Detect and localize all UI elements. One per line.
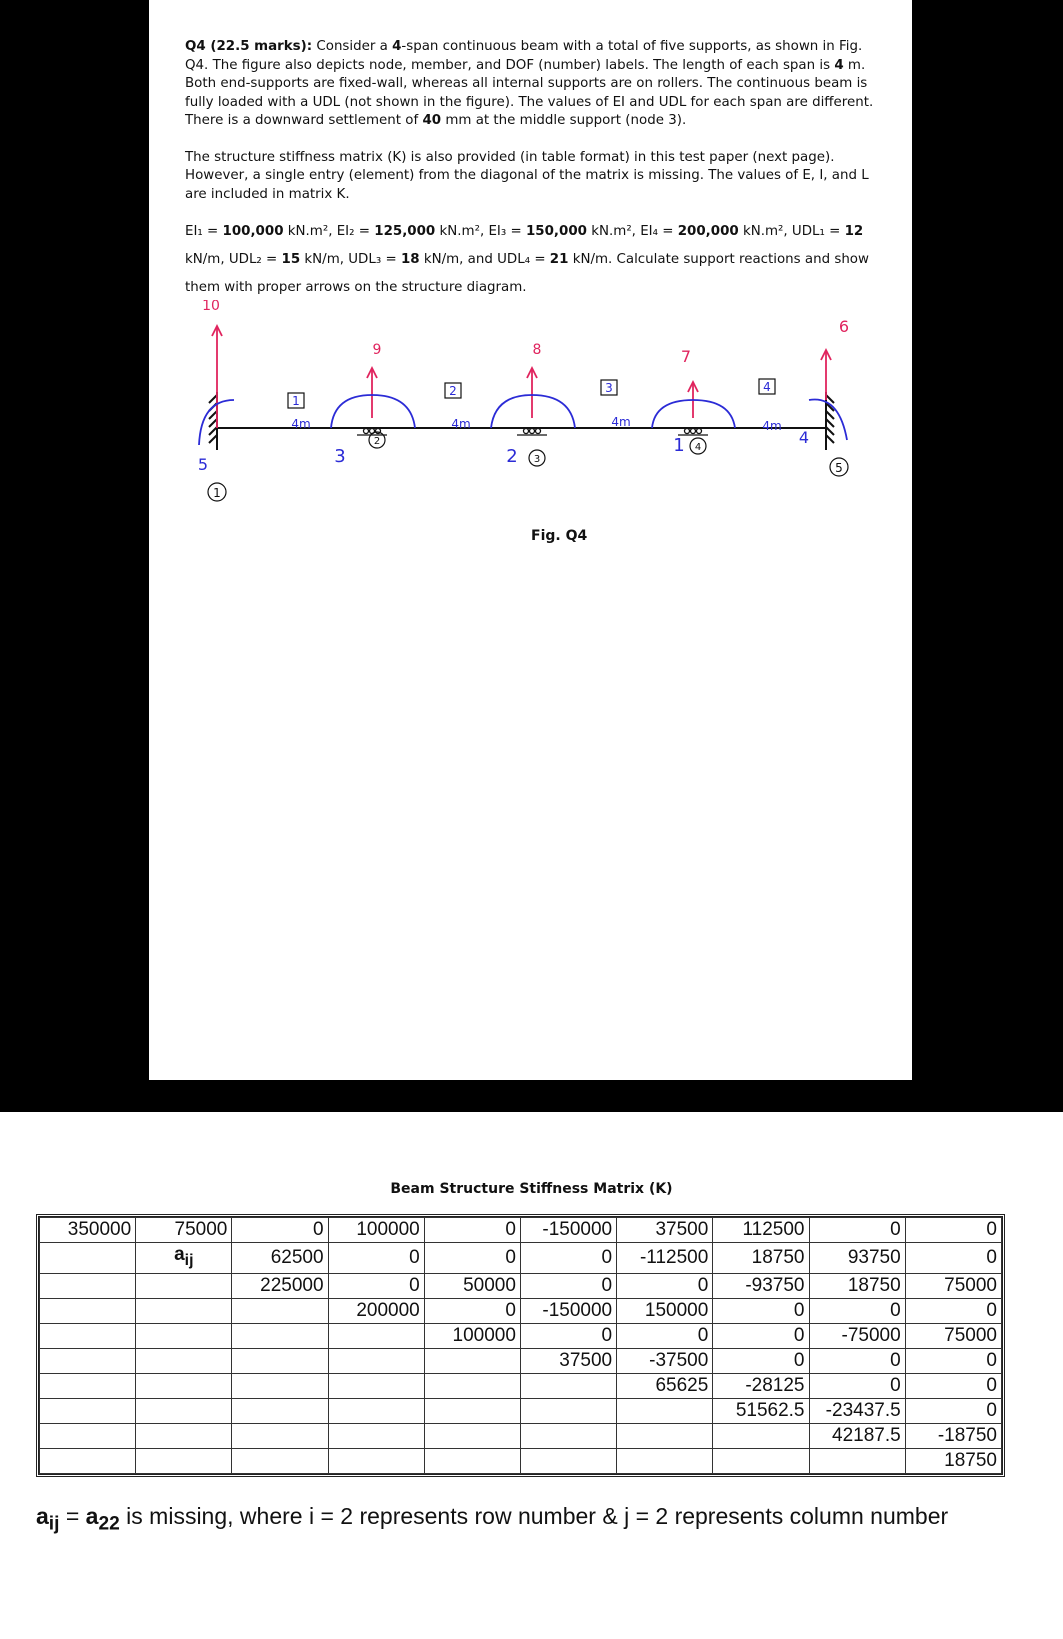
matrix-cell [424,1348,520,1373]
question-text [185,38,885,320]
question-heading: Q4 (22.5 marks): [185,39,313,54]
text-run-bold: 12 [844,224,864,239]
matrix-cell [520,1398,616,1423]
matrix-cell: 37500 [520,1348,616,1373]
matrix-cell [40,1448,136,1473]
missing-entry-note [36,1503,948,1536]
matrix-cell [328,1373,424,1398]
matrix-cell [232,1373,328,1398]
missing-entry-aij: $a_{ij}$ [174,1244,194,1269]
matrix-cell: 0 [713,1348,809,1373]
matrix-cell [520,1423,616,1448]
matrix-row [40,1373,1002,1398]
matrix-row [40,1348,1002,1373]
dof-label-8: 8 [532,342,542,358]
matrix-cell: 18750 [905,1448,1001,1473]
text-run: kN.m², EI₃ = [435,224,526,239]
text-run-bold: 150,000 [525,224,587,239]
text-run: kN.m², EI₄ = [586,224,678,239]
matrix-row [40,1423,1002,1448]
text-run: kN/m, UDL₂ = [185,252,282,267]
matrix-cell: 200000 [328,1298,424,1323]
node-label-3: 3 [533,454,541,465]
node-label-5: 5 [835,461,843,475]
matrix-cell [713,1448,809,1473]
matrix-cell [232,1348,328,1373]
matrix-row [40,1273,1002,1298]
note-aij-subscript: ij [48,1513,60,1535]
matrix-cell [232,1323,328,1348]
stiffness-matrix-table [39,1217,1002,1474]
note-text: is missing, where i = 2 represents row number & j = 2 represents column number [119,1503,949,1529]
dof-label-6: 6 [838,317,850,336]
matrix-cell: 0 [809,1373,905,1398]
matrix-cell: 100000 [328,1218,424,1243]
text-run-bold: 15 [281,252,301,267]
note-aij: a [36,1503,49,1529]
text-run-bold: 125,000 [374,224,436,239]
matrix-cell: -37500 [617,1348,713,1373]
member-label-1: 1 [292,394,300,408]
stiffness-matrix-body [40,1218,1002,1474]
text-run: kN/m, UDL₃ = [300,252,401,267]
matrix-cell: 0 [328,1273,424,1298]
matrix-cell [328,1348,424,1373]
matrix-cell [136,1373,232,1398]
matrix-cell [520,1373,616,1398]
matrix-cell: 0 [617,1273,713,1298]
span-label-1: 4m [291,417,311,431]
matrix-cell [713,1423,809,1448]
matrix-cell: 0 [905,1243,1001,1274]
matrix-cell [617,1398,713,1423]
matrix-cell: 350000 [40,1218,136,1243]
matrix-cell: 0 [424,1243,520,1274]
member-label-2: 2 [449,384,457,398]
matrix-cell [136,1273,232,1298]
matrix-row [40,1218,1002,1243]
matrix-cell: 75000 [905,1323,1001,1348]
matrix-cell [328,1448,424,1473]
dof-label-5: 5 [197,455,209,474]
matrix-cell [136,1348,232,1373]
text-run: kN/m, and UDL₄ = [419,252,550,267]
dof-label-1: 1 [673,435,685,456]
matrix-cell [136,1398,232,1423]
matrix-cell: -112500 [617,1243,713,1274]
matrix-cell [328,1323,424,1348]
matrix-cell: 65625 [617,1373,713,1398]
matrix-cell: 50000 [424,1273,520,1298]
member-label-3: 3 [605,381,613,395]
text-run: Consider a [312,39,393,54]
text-run-bold: 4 [392,39,402,54]
matrix-cell [328,1423,424,1448]
beam-figure [179,300,879,550]
question-paragraph-1 [185,38,885,131]
note-equals: = [59,1503,86,1529]
dof-label-7: 7 [680,347,692,366]
matrix-cell [520,1448,616,1473]
note-a22: a [85,1503,99,1529]
matrix-cell [40,1273,136,1298]
matrix-cell [40,1323,136,1348]
matrix-cell: -18750 [905,1423,1001,1448]
matrix-cell [136,1298,232,1323]
matrix-cell [424,1373,520,1398]
matrix-row [40,1323,1002,1348]
text-run: m. Both end-supports are fixed-wall, whereas all internal supports are on rollers. The continuous beam is fully loaded with a UDL (not shown in the figure). The values of EI and UDL for each span are different. There is a downward settlement of [185,57,874,128]
matrix-cell [232,1298,328,1323]
dof-label-10: 10 [202,300,220,314]
matrix-title: Beam Structure Stiffness Matrix (K) [390,1181,673,1197]
matrix-cell [136,1323,232,1348]
span-label-3: 4m [611,415,631,429]
member-label-4: 4 [763,380,771,394]
matrix-cell: 75000 [905,1273,1001,1298]
text-run: mm at the middle support (node 3). [441,113,687,128]
matrix-cell: 0 [809,1218,905,1243]
matrix-cell [232,1448,328,1473]
node-label-4: 4 [694,442,702,453]
matrix-cell: 0 [424,1298,520,1323]
matrix-cell [424,1423,520,1448]
matrix-cell: 0 [424,1218,520,1243]
matrix-row [40,1448,1002,1473]
dof-label-2: 2 [506,446,518,467]
matrix-cell [809,1448,905,1473]
matrix-cell [328,1398,424,1423]
dof-label-3: 3 [334,446,346,467]
matrix-cell [40,1298,136,1323]
matrix-cell [40,1398,136,1423]
matrix-cell: 18750 [809,1273,905,1298]
matrix-cell: -23437.5 [809,1398,905,1423]
matrix-cell: 0 [617,1323,713,1348]
matrix-cell: 0 [232,1218,328,1243]
dof-label-4: 4 [798,428,810,447]
text-run: EI₁ = [185,224,223,239]
text-run-bold: 18 [400,252,420,267]
matrix-cell [40,1423,136,1448]
matrix-cell: 42187.5 [809,1423,905,1448]
matrix-row [40,1298,1002,1323]
matrix-row [40,1398,1002,1423]
text-run-bold: 40 [422,113,442,128]
figure-caption: Fig. Q4 [531,528,588,544]
span-label-2: 4m [451,417,471,431]
question-paragraph-3 [185,218,885,302]
matrix-cell: 0 [520,1323,616,1348]
text-run-bold: 200,000 [677,224,739,239]
matrix-cell: 37500 [617,1218,713,1243]
matrix-cell: 150000 [617,1298,713,1323]
matrix-cell: 0 [520,1243,616,1274]
dof-label-9: 9 [372,342,382,358]
text-run: -span continuous beam with a total of five supports, as shown in Fig. Q4. The figure also depicts node, member, and DOF (number) labels. The length of each span is [185,39,863,73]
matrix-cell [136,1448,232,1473]
matrix-cell: -28125 [713,1373,809,1398]
matrix-cell: -75000 [809,1323,905,1348]
span-label-4: 4m [762,419,782,433]
node-label-2: 2 [373,436,381,447]
matrix-cell: 93750 [809,1243,905,1274]
matrix-cell: 100000 [424,1323,520,1348]
question-paragraph-2: The structure stiffness matrix (K) is also provided (in table format) in this test paper (next page). However, a single entry (element) from the diagonal of the matrix is missing. The values of E, I, and L are included in matrix K. [185,149,869,202]
exam-page [149,0,912,1080]
matrix-cell [40,1243,136,1274]
text-run-bold: 4 [834,57,844,73]
matrix-cell [40,1348,136,1373]
node-label-1: 1 [213,486,221,500]
matrix-cell [40,1373,136,1398]
matrix-cell: 18750 [713,1243,809,1274]
note-a22-subscript: 22 [98,1513,120,1535]
matrix-cell: 75000 [136,1218,232,1243]
matrix-cell [617,1448,713,1473]
matrix-cell: 0 [905,1398,1001,1423]
text-run: kN/m. Calculate support reactions and show them with proper arrows on the structure diagram. [185,252,869,295]
matrix-cell: -93750 [713,1273,809,1298]
matrix-cell: 0 [809,1348,905,1373]
matrix-cell: 0 [905,1348,1001,1373]
matrix-row [40,1243,1002,1274]
matrix-cell [232,1423,328,1448]
matrix-cell: 0 [905,1298,1001,1323]
matrix-cell: 225000 [232,1273,328,1298]
text-run-bold: 21 [549,252,569,267]
text-run: kN.m², UDL₁ = [738,224,845,239]
matrix-cell: 0 [520,1273,616,1298]
matrix-cell [136,1423,232,1448]
text-run-bold: 100,000 [222,224,284,239]
matrix-cell: 0 [905,1218,1001,1243]
matrix-cell [617,1423,713,1448]
matrix-cell [136,1243,232,1274]
matrix-cell: -150000 [520,1298,616,1323]
matrix-cell: 0 [809,1298,905,1323]
text-run: kN.m², EI₂ = [283,224,375,239]
stiffness-matrix-table-frame [36,1214,1005,1477]
matrix-cell: 0 [713,1298,809,1323]
matrix-cell: 62500 [232,1243,328,1274]
matrix-cell [424,1398,520,1423]
matrix-cell: 0 [905,1373,1001,1398]
matrix-cell: 0 [713,1323,809,1348]
matrix-cell: 51562.5 [713,1398,809,1423]
matrix-cell: 0 [328,1243,424,1274]
figure-labels-svg [179,300,879,530]
matrix-cell: -150000 [520,1218,616,1243]
matrix-cell [424,1448,520,1473]
matrix-cell [232,1398,328,1423]
matrix-cell: 112500 [713,1218,809,1243]
